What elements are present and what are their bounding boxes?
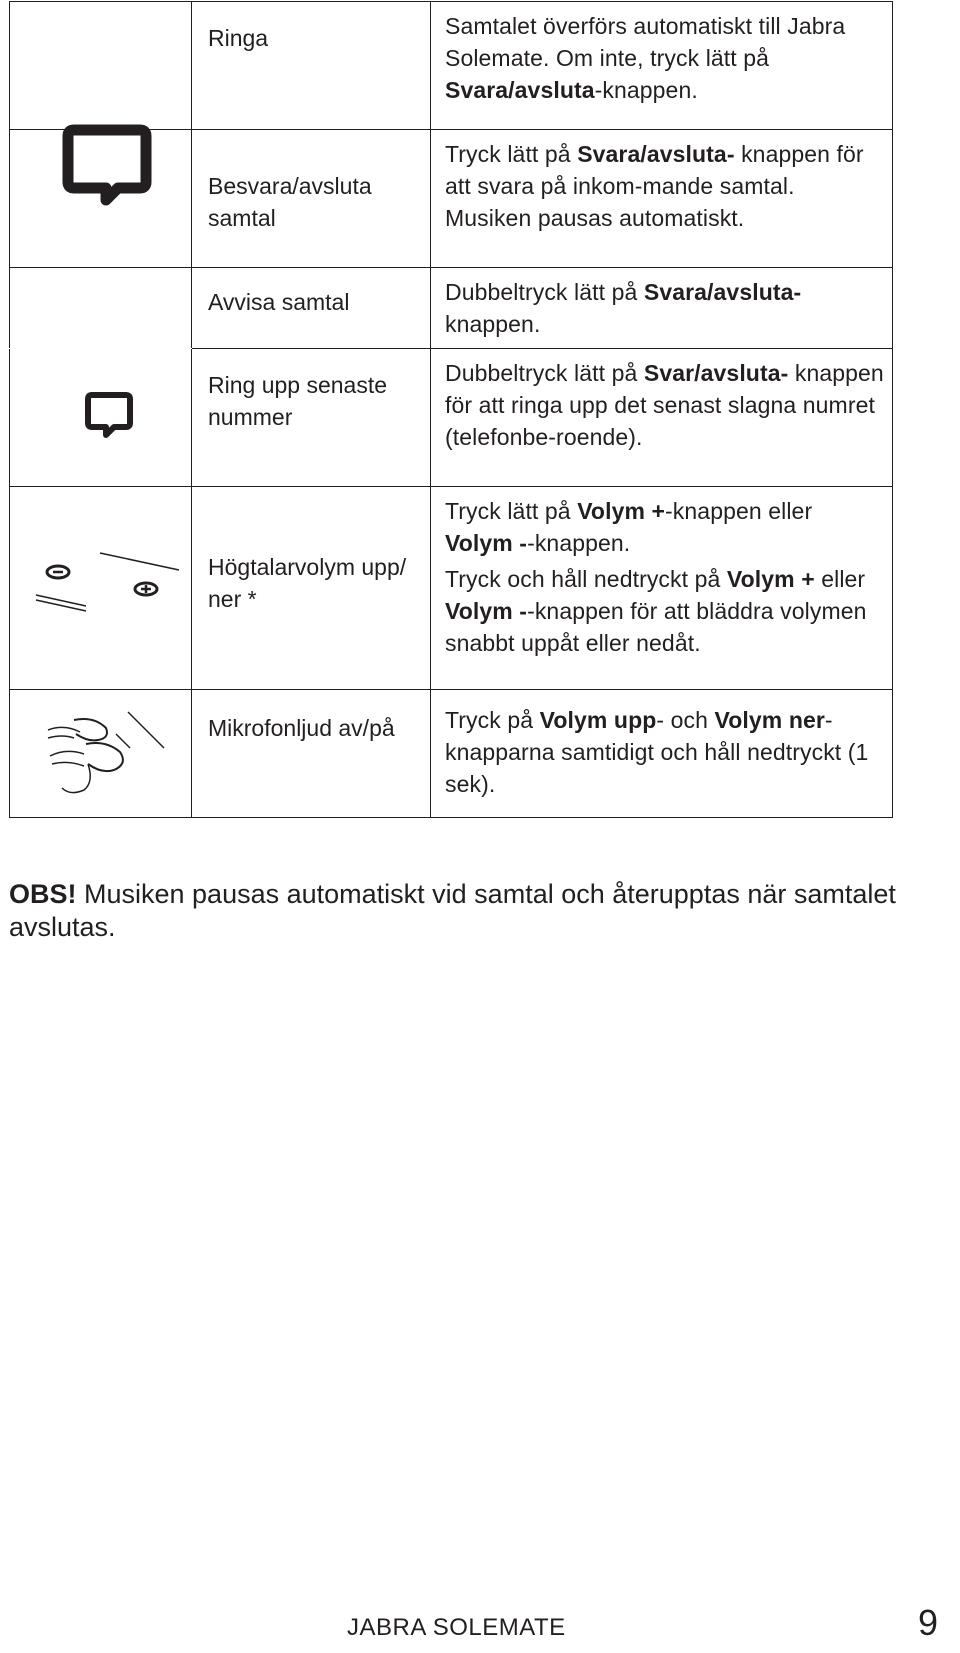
volume-buttons-icon: [24, 539, 184, 634]
description-para: Tryck lätt på Volym +-knappen eller Volym --knappen.: [445, 498, 813, 556]
description-cell: [431, 268, 893, 349]
function-label: Högtalarvolym upp/ ner *: [208, 554, 407, 612]
table-row: [10, 130, 893, 268]
description-cell: [431, 487, 893, 690]
table-row: [10, 487, 893, 690]
bold-term: Volym ner: [714, 707, 825, 733]
bold-term: Volym +: [577, 498, 666, 524]
note-text: Musiken pausas automatiskt vid samtal och återupptas när samtalet avslutas.: [9, 879, 896, 942]
function-cell: [192, 487, 431, 690]
bold-term: Svara/avsluta: [445, 77, 595, 103]
function-label: Ringa: [208, 25, 269, 51]
icon-cell: [10, 349, 192, 487]
icon-cell: [10, 130, 192, 268]
description-cell: [431, 690, 893, 818]
speech-bubble-icon: [84, 391, 136, 446]
speech-bubble-icon: [60, 124, 156, 213]
icon-cell: [10, 2, 192, 130]
description-text: Dubbeltryck lätt på Svara/avsluta- knappen.: [445, 279, 802, 337]
bold-term: Volym -: [445, 530, 528, 556]
description-cell: [431, 2, 893, 130]
function-cell: [192, 130, 431, 268]
table-row: [10, 2, 893, 130]
function-cell: [192, 690, 431, 818]
page-number: 9: [918, 1602, 939, 1643]
icon-cell: [10, 690, 192, 818]
function-label: Mikrofonljud av/på: [208, 715, 395, 741]
footer-brand: JABRA SOLEMATE: [347, 1614, 566, 1641]
bold-term: Svara/avsluta-: [643, 279, 802, 305]
bold-term: Svara/avsluta-: [577, 141, 735, 167]
bold-term: Volym -: [445, 598, 528, 624]
description-cell: [431, 349, 893, 487]
description-text: Tryck på Volym upp- och Volym ner-knapparna samtidigt och håll nedtryckt (1 sek).: [445, 707, 869, 797]
table-row: [10, 690, 893, 818]
icon-cell: [10, 487, 192, 690]
bold-term: Volym +: [726, 566, 815, 592]
icon-cell: [10, 268, 192, 349]
description-cell: [431, 130, 893, 268]
description-text: Tryck lätt på Svara/avsluta- knappen för att svara på inkom-mande samtal. Musiken pausas automatiskt.: [445, 141, 864, 231]
bold-term: Volym upp: [539, 707, 657, 733]
description-text: Samtalet överförs automatiskt till Jabra Solemate. Om inte, tryck lätt på Svara/avsluta-knappen.: [445, 13, 846, 103]
description-text: Dubbeltryck lätt på Svar/avsluta- knappen för att ringa upp det senast slagna numret (telefonbe-roende).: [445, 360, 884, 450]
table-row: [10, 268, 893, 349]
function-label: Besvara/avsluta samtal: [208, 173, 372, 231]
function-label: Ring upp senaste nummer: [208, 372, 388, 430]
note-paragraph: [9, 878, 909, 944]
function-cell: [192, 268, 431, 349]
description-text: [431, 487, 892, 667]
table-row: [10, 349, 893, 487]
note-label: OBS!: [9, 879, 77, 909]
function-table: [9, 1, 893, 818]
description-para: Tryck och håll nedtryckt på Volym + eller Volym --knappen för att bläddra volymen snabbt uppåt eller nedåt.: [445, 566, 867, 656]
function-label: Avvisa samtal: [208, 289, 350, 315]
finger-press-icon: [44, 704, 174, 809]
function-cell: [192, 2, 431, 130]
bold-term: Svar/avsluta-: [643, 360, 789, 386]
function-cell: [192, 349, 431, 487]
